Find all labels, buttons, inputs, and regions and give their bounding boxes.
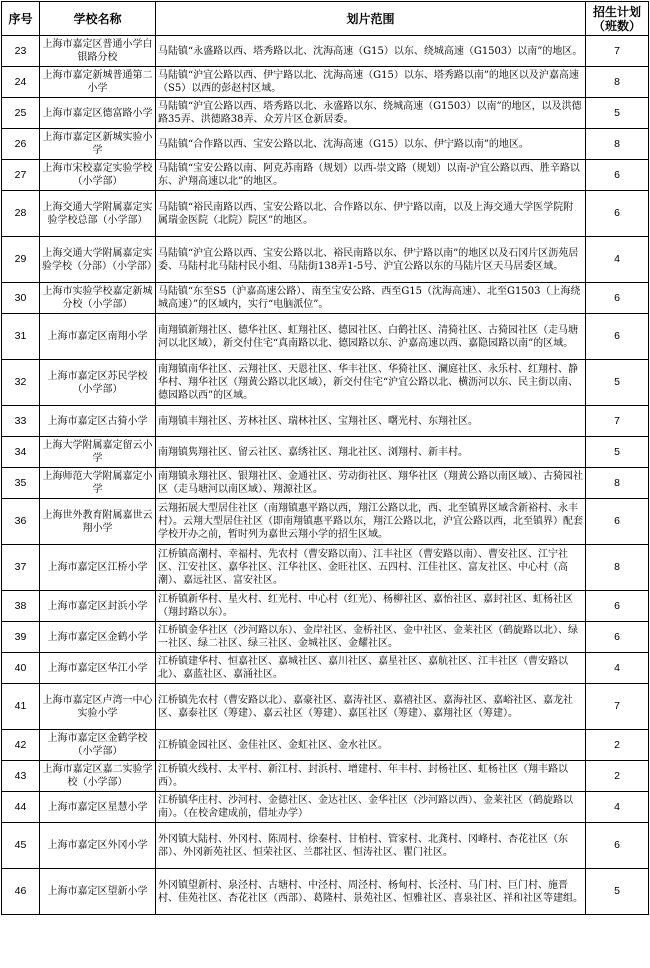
table-row: [2, 360, 649, 406]
row-district-range: 江桥镇华庄村、沙河村、金德社区、金达社区、金华社区（沙河路以西）、金莱社区（鹤旋路以南）。（在校舍建成前，借址办学）: [156, 792, 586, 823]
row-enrollment-plan: 8: [586, 545, 649, 591]
row-district-range: 江桥镇金华社区（沙河路以东）、金岸社区、金桥社区、金中社区、金莱社区（鹤旋路以北）、绿一社区、绿二社区、绿三社区、金城社区、金耀社区。: [156, 622, 586, 653]
table-row: [2, 437, 649, 468]
row-index: 31: [2, 314, 40, 360]
row-district-range: 江桥镇高潮村、幸福村、先农村（曹安路以南）、江丰社区（曹安路以南）、曹安社区、江宁社区、江安社区、嘉华社区、江华社区、金旺社区、五四村、江佳社区、富友社区、中心村（高潮）、嘉远社区、富安社区。: [156, 545, 586, 591]
row-school-name: 上海市嘉定区嘉二实验学校（小学部）: [40, 761, 156, 792]
table-row: [2, 499, 649, 545]
row-enrollment-plan: 6: [586, 283, 649, 314]
row-school-name: 上海市嘉定区南翔小学: [40, 314, 156, 360]
row-enrollment-plan: 8: [586, 67, 649, 98]
table-row: [2, 823, 649, 869]
row-index: 36: [2, 499, 40, 545]
header-school: 学校名称: [40, 2, 156, 36]
row-index: 25: [2, 98, 40, 129]
table-row: [2, 792, 649, 823]
table-row: [2, 283, 649, 314]
row-district-range: 南翔镇永翔社区、银翔社区、金通社区、劳动街社区、翔华社区（翔黄公路以南区域）、古猗园社区（走马塘河以南区域）、翔源社区。: [156, 468, 586, 499]
table-row: [2, 591, 649, 622]
row-school-name: 上海市宋校嘉定实验学校（小学部）: [40, 160, 156, 191]
row-district-range: 马陆镇“合作路以西、宝安公路以北、沈海高速（G15）以东、伊宁路以南”的地区。: [156, 129, 586, 160]
row-school-name: 上海市嘉定区新城实验小学: [40, 129, 156, 160]
row-school-name: 上海世外教育附属嘉世云翔小学: [40, 499, 156, 545]
row-district-range: 马陆镇“沪宜公路以西、塔秀路以北、永盛路以东、绕城高速（G1503）以南”的地区，以及洪德路35弄、洪德路38弄、众芳片区仓新居委。: [156, 98, 586, 129]
row-enrollment-plan: 6: [586, 823, 649, 869]
row-index: 41: [2, 684, 40, 730]
row-enrollment-plan: 5: [586, 869, 649, 915]
row-school-name: 上海市嘉定区德富路小学: [40, 98, 156, 129]
row-district-range: 马陆镇“沪宜公路以西、伊宁路以北、沈海高速（G15）以东、塔秀路以南”的地区以及沪嘉高速（S5）以西的彭赵村区域。: [156, 67, 586, 98]
row-district-range: 江桥镇金园社区、金佳社区、金虹社区、金水社区。: [156, 730, 586, 761]
table-row: [2, 406, 649, 437]
row-enrollment-plan: 7: [586, 684, 649, 730]
row-index: 40: [2, 653, 40, 684]
row-index: 33: [2, 406, 40, 437]
row-enrollment-plan: 6: [586, 499, 649, 545]
row-district-range: 马陆镇“东至S5（沪嘉高速公路）、南至宝安公路、西至G15（沈海高速）、北至G1503（上海绕城高速）”的区域内，实行“电脑派位”。: [156, 283, 586, 314]
row-district-range: 马陆镇“裕民南路以西、宝安公路以北、合作路以东、伊宁路以南，以及上海交通大学医学院附属瑞金医院（北院）院区”的地区。: [156, 191, 586, 237]
row-district-range: 南翔镇南华社区、云翔社区、天恩社区、华丰社区、华猗社区、澜庭社区、永乐村、红翔村、静华村、翔华社区（翔黄公路以北区域），新交付住宅“沪宜公路以北、横沥河以东、民主街以南、德园路以西”的区域。: [156, 360, 586, 406]
table-row: [2, 468, 649, 499]
row-index: 35: [2, 468, 40, 499]
row-enrollment-plan: 8: [586, 468, 649, 499]
row-district-range: 江桥镇建华村、恒嘉社区、嘉城社区、嘉川社区、嘉星社区、嘉航社区、江丰社区（曹安路以北）、嘉蓝社区、嘉涌社区。: [156, 653, 586, 684]
table-row: [2, 67, 649, 98]
row-index: 29: [2, 237, 40, 283]
table-row: [2, 622, 649, 653]
row-index: 38: [2, 591, 40, 622]
row-school-name: 上海市嘉定区江桥小学: [40, 545, 156, 591]
row-enrollment-plan: 5: [586, 98, 649, 129]
row-index: 26: [2, 129, 40, 160]
row-school-name: 上海交通大学附属嘉定实验学校总部（小学部）: [40, 191, 156, 237]
row-school-name: 上海市嘉定区华江小学: [40, 653, 156, 684]
row-enrollment-plan: 5: [586, 360, 649, 406]
row-district-range: 马陆镇“永盛路以西、塔秀路以北、沈海高速（G15）以东、绕城高速（G1503）以南”的地区。: [156, 36, 586, 67]
row-school-name: 上海市嘉定新城普通第二小学: [40, 67, 156, 98]
row-school-name: 上海交通大学附属嘉定实验学校（分部）（小学部）: [40, 237, 156, 283]
row-index: 46: [2, 869, 40, 915]
table-row: [2, 314, 649, 360]
table-row: [2, 36, 649, 67]
row-index: 43: [2, 761, 40, 792]
header-index: 序号: [2, 2, 40, 36]
row-school-name: 上海市嘉定区金鹤学校（小学部）: [40, 730, 156, 761]
row-enrollment-plan: 7: [586, 406, 649, 437]
row-school-name: 上海市嘉定区星慧小学: [40, 792, 156, 823]
row-district-range: 南翔镇隽翔社区、留云社区、嘉绣社区、翔北社区、浏翔村、新丰村。: [156, 437, 586, 468]
row-school-name: 上海市嘉定区古猗小学: [40, 406, 156, 437]
row-school-name: 上海市嘉定区金鹤小学: [40, 622, 156, 653]
row-enrollment-plan: 4: [586, 792, 649, 823]
row-enrollment-plan: 8: [586, 129, 649, 160]
table-row: [2, 98, 649, 129]
row-enrollment-plan: 6: [586, 191, 649, 237]
row-enrollment-plan: 5: [586, 437, 649, 468]
row-district-range: 外冈镇大陆村、外冈村、陈周村、徐秦村、甘柏村、管家村、北龚村、冈峰村、杏花社区（东部）、外冈新苑社区、恒荣社区、兰郡社区、恒涛社区、瞿门社区。: [156, 823, 586, 869]
row-enrollment-plan: 6: [586, 591, 649, 622]
row-school-name: 上海市嘉定区苏民学校（小学部）: [40, 360, 156, 406]
row-school-name: 上海市嘉定区普通小学白银路分校: [40, 36, 156, 67]
table-row: [2, 761, 649, 792]
table-row: [2, 191, 649, 237]
row-district-range: 马陆镇“宝安公路以南、阿克苏南路（规划）以西-崇文路（规划）以南-沪宜公路以西、胜辛路以东、沪翔高速以北”的地区。: [156, 160, 586, 191]
row-index: 24: [2, 67, 40, 98]
row-index: 30: [2, 283, 40, 314]
row-enrollment-plan: 4: [586, 653, 649, 684]
row-enrollment-plan: 2: [586, 761, 649, 792]
table-row: [2, 237, 649, 283]
row-district-range: 江桥镇新华村、星火村、红光村、中心村（红光）、杨柳社区、嘉怡社区、嘉封社区、虹杨社区（翔封路以东）。: [156, 591, 586, 622]
table-body: [2, 36, 649, 915]
row-index: 37: [2, 545, 40, 591]
table-row: [2, 545, 649, 591]
enrollment-table: [1, 1, 649, 915]
row-enrollment-plan: 6: [586, 160, 649, 191]
row-school-name: 上海市实验学校嘉定新城分校（小学部）: [40, 283, 156, 314]
row-district-range: 江桥镇先农村（曹安路以北）、嘉豪社区、嘉涛社区、嘉禧社区、嘉海社区、嘉峪社区、嘉龙社区、嘉泰社区（筹建）、嘉云社区（筹建）、嘉匡社区（筹建）、嘉翔社区（筹建）。: [156, 684, 586, 730]
row-district-range: 南翔镇丰翔社区、芳林社区、瑞林社区、宝翔社区、曙光村、东翔社区。: [156, 406, 586, 437]
row-school-name: 上海大学附属嘉定留云小学: [40, 437, 156, 468]
table-row: [2, 730, 649, 761]
row-index: 28: [2, 191, 40, 237]
row-index: 42: [2, 730, 40, 761]
table-row: [2, 869, 649, 915]
row-enrollment-plan: 6: [586, 314, 649, 360]
row-school-name: 上海师范大学附属嘉定小学: [40, 468, 156, 499]
header-range: 划片范围: [156, 2, 586, 36]
row-school-name: 上海市嘉定区封浜小学: [40, 591, 156, 622]
row-index: 32: [2, 360, 40, 406]
row-index: 39: [2, 622, 40, 653]
row-district-range: 江桥镇火线村、太平村、新江村、封浜村、增建村、年丰村、封杨社区、虹杨社区（翔丰路以西）。: [156, 761, 586, 792]
row-district-range: 南翔镇新翔社区、德华社区、虹翔社区、德园社区、白鹤社区、清猗社区、古猗园社区（走马塘河以北区域），新交付住宅“真南路以北、德园路以东、沪嘉高速以西、嘉隐园路以南”的区域。: [156, 314, 586, 360]
row-index: 23: [2, 36, 40, 67]
row-district-range: 马陆镇“沪宜公路以西、宝安公路以北、裕民南路以东、伊宁路以南”的地区以及石冈片区沥苑居委、马陆村北马陆村民小组、马陆街138弄1-5号、沪宜公路以东的马陆片区天马居委区域。: [156, 237, 586, 283]
row-index: 27: [2, 160, 40, 191]
table-row: [2, 129, 649, 160]
row-school-name: 上海市嘉定区外冈小学: [40, 823, 156, 869]
table-row: [2, 653, 649, 684]
table-header-row: [2, 2, 649, 36]
row-enrollment-plan: 7: [586, 36, 649, 67]
row-school-name: 上海市嘉定区卢湾一中心实验小学: [40, 684, 156, 730]
row-enrollment-plan: 2: [586, 730, 649, 761]
table-row: [2, 684, 649, 730]
table-row: [2, 160, 649, 191]
row-school-name: 上海市嘉定区望新小学: [40, 869, 156, 915]
row-index: 45: [2, 823, 40, 869]
row-index: 44: [2, 792, 40, 823]
header-plan: 招生计划（班数）: [586, 2, 649, 36]
row-enrollment-plan: 4: [586, 237, 649, 283]
row-index: 34: [2, 437, 40, 468]
row-enrollment-plan: 6: [586, 622, 649, 653]
row-district-range: 外冈镇望新村、泉泾村、古塘村、中泾村、周泾村、杨甸村、长泾村、马门村、巨门村、施晋村、佳苑社区、杏花社区（西部）、葛隆村、景苑社区、恒雅社区、喜泉社区、祥和社区等建组。: [156, 869, 586, 915]
row-district-range: 云翔拓展大型居住社区（南翔镇惠平路以西，翔江公路以北，西、北至镇界区域含新裕村、永丰村）。云翔大型居住社区（即南翔镇惠平路以东，翔江公路以北，沪宜公路以西，北至镇界）配套学校开办之前，暂时列为嘉世云翔小学的招生区域。: [156, 499, 586, 545]
